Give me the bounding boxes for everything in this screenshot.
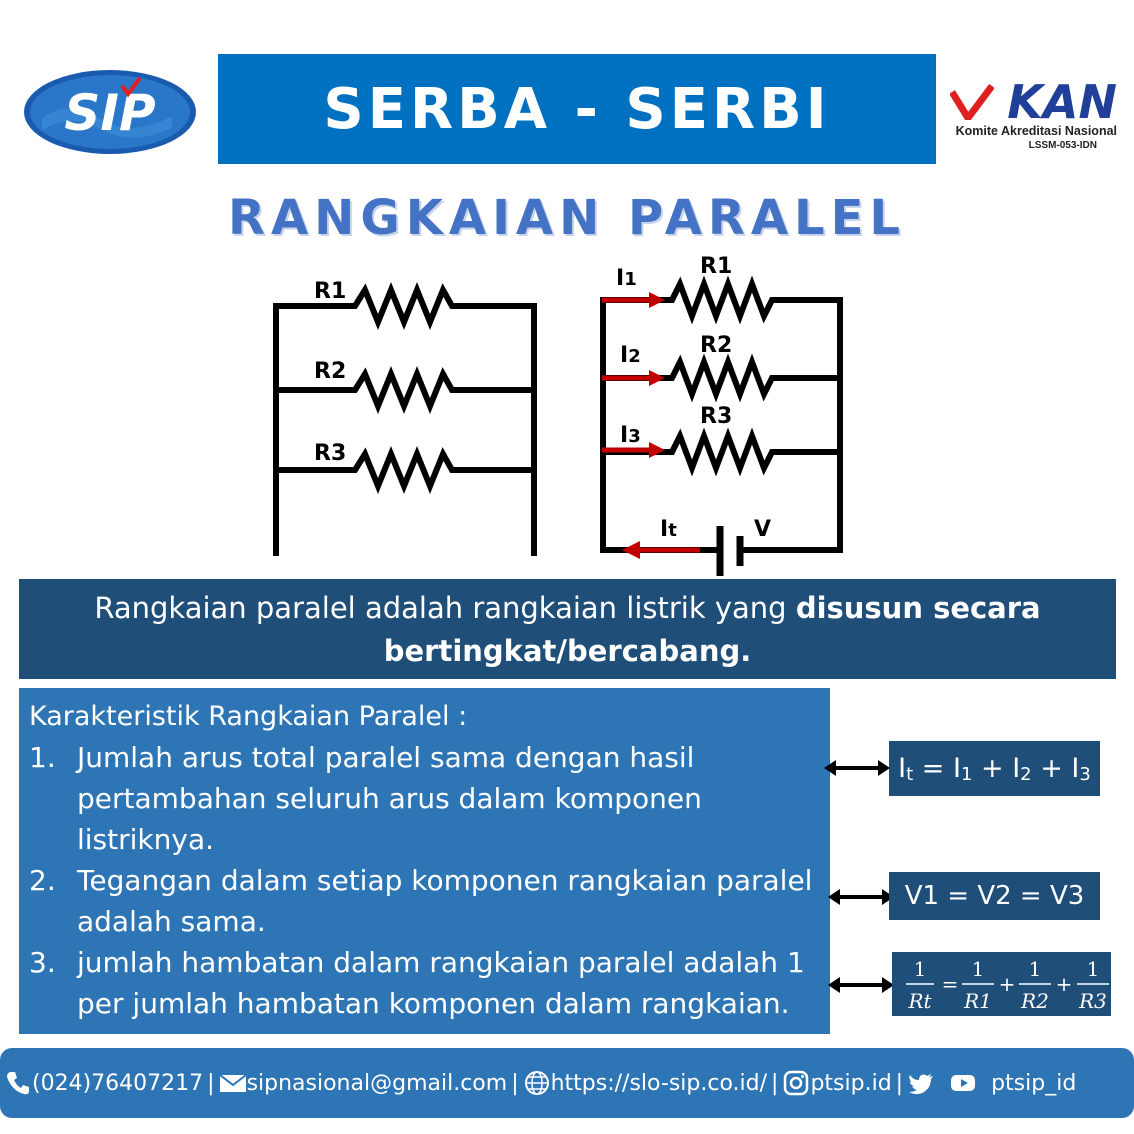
twitter-icon	[907, 1069, 935, 1097]
sip-logo	[22, 68, 198, 156]
formula-resistance	[892, 952, 1111, 1016]
left-label-r2: R2	[314, 359, 347, 384]
kan-subtitle: Komite Akreditasi Nasional	[955, 124, 1117, 138]
phone-icon	[4, 1069, 32, 1097]
kan-logo-text: KAN	[1007, 75, 1117, 129]
list-item	[29, 942, 816, 1024]
svg-text:1: 1	[1086, 957, 1100, 981]
current-label-it: It	[660, 517, 677, 542]
separator: |	[511, 1070, 519, 1096]
current-label-i2: I2	[620, 343, 641, 368]
right-label-r3: R3	[700, 404, 733, 429]
svg-text:=: =	[941, 972, 959, 996]
svg-text:Rt: Rt	[908, 989, 932, 1013]
definition-bold-text: disusun secara bertingkat/bercabang.	[383, 591, 1041, 668]
footer-contact-bar	[0, 1048, 1134, 1118]
svg-text:1: 1	[971, 957, 985, 981]
svg-text:1: 1	[1028, 957, 1042, 981]
right-label-r2: R2	[700, 333, 733, 358]
current-label-i3: I3	[620, 423, 641, 448]
definition-text: Rangkaian paralel adalah rangkaian listrik yang	[94, 591, 796, 625]
double-arrow-icon	[826, 974, 896, 996]
current-label-i1: I1	[616, 266, 637, 291]
page-title: RANGKAIAN PARALEL	[228, 190, 906, 246]
left-circuit	[276, 290, 534, 556]
double-arrow-icon	[822, 757, 892, 779]
svg-text:+: +	[998, 972, 1016, 996]
characteristics-box	[19, 688, 830, 1034]
website-link[interactable]: https://slo-sip.co.id/	[550, 1070, 768, 1096]
phone-number[interactable]: (024)76407217	[32, 1070, 204, 1096]
formula-voltage: V1 = V2 = V3	[889, 872, 1100, 920]
instagram-icon	[782, 1069, 810, 1097]
svg-text:R1: R1	[964, 989, 992, 1013]
kan-code: LSSM-053-IDN	[1028, 140, 1097, 151]
svg-text:1: 1	[913, 957, 927, 981]
characteristics-heading: Karakteristik Rangkaian Paralel :	[29, 701, 468, 732]
list-item-number: 3.	[29, 946, 56, 979]
svg-text:R3: R3	[1079, 989, 1107, 1013]
youtube-icon	[945, 1069, 981, 1097]
globe-icon	[523, 1069, 551, 1097]
right-label-r1: R1	[700, 254, 733, 279]
separator: |	[895, 1070, 904, 1096]
list-item	[29, 737, 816, 860]
email-icon	[219, 1069, 247, 1097]
list-item	[29, 860, 816, 942]
current-arrows	[602, 292, 700, 559]
left-label-r3: R3	[314, 441, 347, 466]
svg-text:+: +	[1055, 972, 1073, 996]
list-item-text: jumlah hambatan dalam rangkaian paralel adalah 1 per jumlah hambatan komponen dalam rangkaian.	[77, 946, 805, 1020]
social-handle[interactable]: ptsip_id	[991, 1070, 1077, 1096]
list-item-number: 2.	[29, 864, 56, 897]
svg-text:R2: R2	[1021, 989, 1049, 1013]
instagram-handle[interactable]: ptsip.id	[810, 1070, 892, 1096]
voltage-label: V	[754, 517, 772, 542]
banner-title: SERBA - SERBI	[323, 76, 831, 142]
separator: |	[207, 1070, 215, 1096]
definition-box	[19, 579, 1116, 679]
list-item-text: Jumlah arus total paralel sama dengan hasil pertambahan seluruh arus dalam komponen listriknya.	[77, 741, 702, 856]
sip-logo-text: SIP	[64, 84, 156, 142]
formula-current: $I_t = I_1 + I_2 + I_3$	[889, 741, 1100, 796]
list-item-number: 1.	[29, 741, 56, 774]
double-arrow-icon	[826, 886, 896, 908]
email-address[interactable]: sipnasional@gmail.com	[246, 1070, 508, 1096]
separator: |	[771, 1070, 779, 1096]
header-banner	[218, 54, 936, 164]
left-label-r1: R1	[314, 279, 347, 304]
list-item-text: Tegangan dalam setiap komponen rangkaian paralel adalah sama.	[77, 864, 813, 938]
circuit-diagrams	[0, 240, 1134, 580]
